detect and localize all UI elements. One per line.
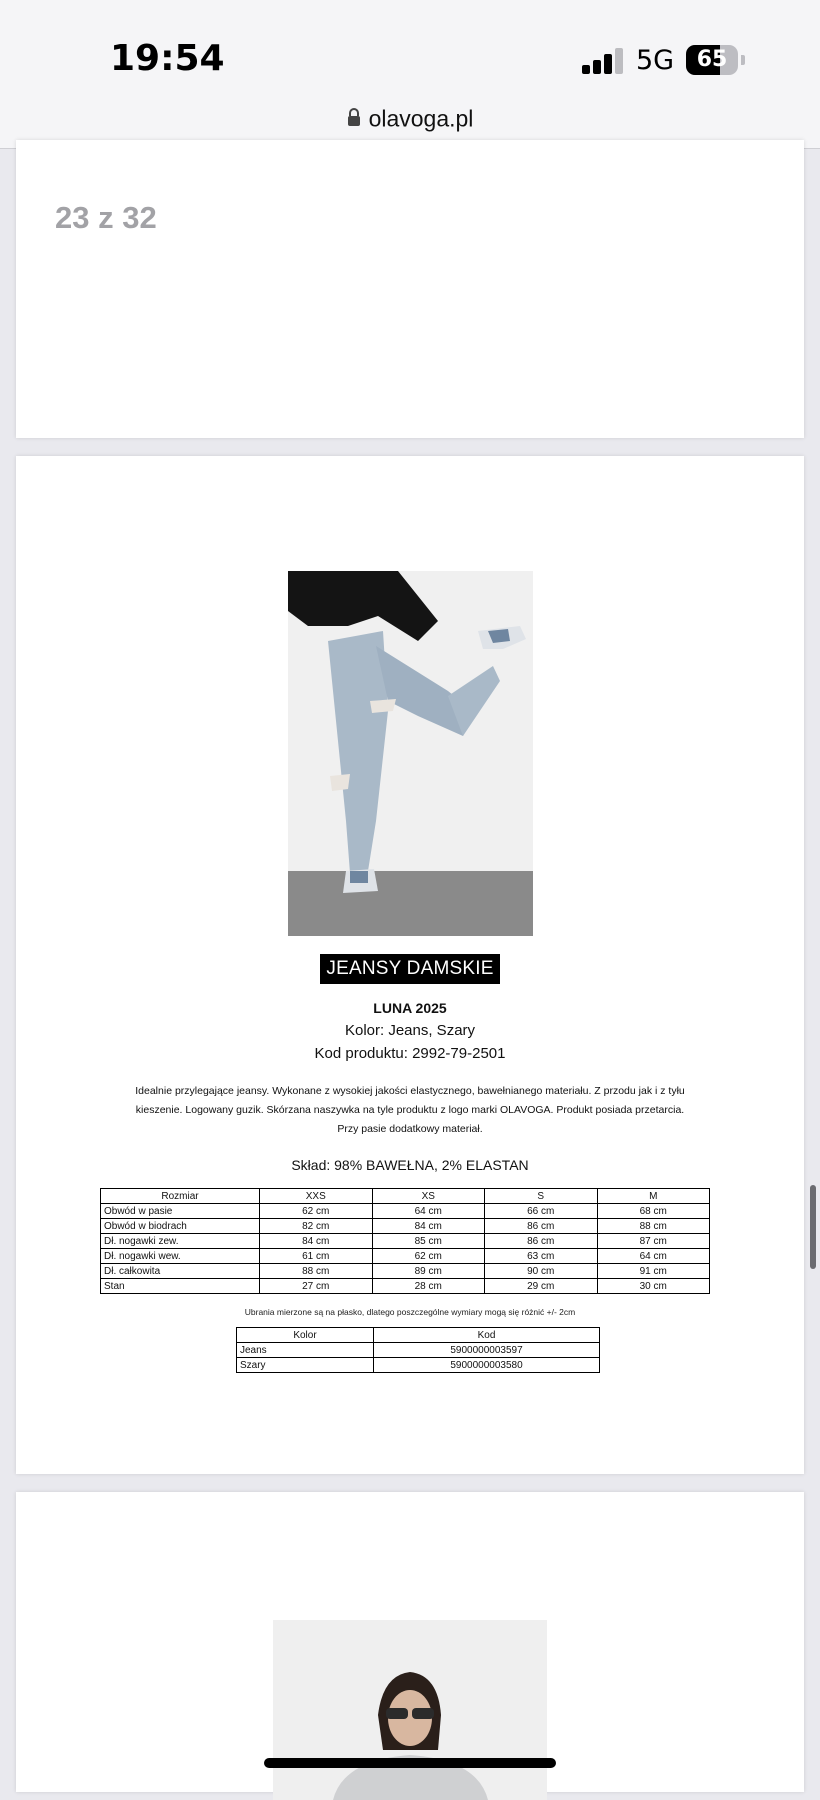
- document-page-current: [16, 456, 804, 1474]
- table-cell: 68 cm: [597, 1204, 710, 1219]
- table-row: [101, 1264, 710, 1279]
- code-table-header: [237, 1328, 600, 1343]
- table-cell: Obwód w pasie: [101, 1204, 260, 1219]
- network-type: 5G: [636, 45, 675, 76]
- table-row: [237, 1343, 600, 1358]
- table-row: [101, 1279, 710, 1294]
- table-row: [101, 1249, 710, 1264]
- table-cell: Stan: [101, 1279, 260, 1294]
- next-product-photo: [273, 1620, 547, 1800]
- table-cell: 64 cm: [597, 1249, 710, 1264]
- url-text: olavoga.pl: [368, 105, 474, 132]
- product-color: Kolor: Jeans, Szary: [344, 1022, 476, 1039]
- table-cell: 66 cm: [485, 1204, 598, 1219]
- table-cell: 5900000003597: [374, 1343, 600, 1358]
- table-header-cell: Kolor: [237, 1328, 374, 1343]
- table-row: [101, 1219, 710, 1234]
- table-row: [237, 1358, 600, 1373]
- table-cell: 64 cm: [372, 1204, 485, 1219]
- table-cell: Dł. całkowita: [101, 1264, 260, 1279]
- table-cell: 87 cm: [597, 1234, 710, 1249]
- table-cell: Obwód w biodrach: [101, 1219, 260, 1234]
- table-cell: 30 cm: [597, 1279, 710, 1294]
- product-title: JEANSY DAMSKIE: [320, 954, 499, 984]
- table-cell: 5900000003580: [374, 1358, 600, 1373]
- table-header-cell: XXS: [260, 1189, 373, 1204]
- product-code: Kod produktu: 2992-79-2501: [314, 1045, 506, 1062]
- table-header-cell: M: [597, 1189, 710, 1204]
- page-counter: 23 z 32: [55, 200, 157, 235]
- status-bar: [0, 0, 820, 149]
- table-cell: 27 cm: [260, 1279, 373, 1294]
- status-time: 19:54: [110, 38, 225, 79]
- table-cell: 29 cm: [485, 1279, 598, 1294]
- table-cell: 88 cm: [260, 1264, 373, 1279]
- cellular-signal-icon: [582, 48, 624, 74]
- battery-tip: [741, 55, 745, 65]
- document-page-next: [16, 1492, 804, 1792]
- table-cell: Jeans: [237, 1343, 374, 1358]
- table-cell: 61 cm: [260, 1249, 373, 1264]
- table-cell: 84 cm: [260, 1234, 373, 1249]
- product-photo: [288, 571, 533, 936]
- home-indicator[interactable]: [264, 1758, 556, 1768]
- battery-percent: 65: [696, 47, 728, 72]
- table-header-cell: S: [485, 1189, 598, 1204]
- address-bar[interactable]: [0, 104, 820, 136]
- table-cell: 89 cm: [372, 1264, 485, 1279]
- product-composition: Skład: 98% BAWEŁNA, 2% ELASTAN: [291, 1157, 529, 1173]
- measurement-note: Ubrania mierzone są na płasko, dlatego poszczególne wymiary mogą się różnić +/- 2cm: [244, 1307, 576, 1317]
- table-cell: 91 cm: [597, 1264, 710, 1279]
- color-code-table: [236, 1327, 600, 1373]
- size-table-header: [101, 1189, 710, 1204]
- product-title-wrap: [16, 954, 804, 984]
- table-cell: Dł. nogawki wew.: [101, 1249, 260, 1264]
- table-cell: 85 cm: [372, 1234, 485, 1249]
- table-cell: 88 cm: [597, 1219, 710, 1234]
- table-header-cell: XS: [372, 1189, 485, 1204]
- lock-icon: [347, 105, 361, 132]
- battery-icon: [686, 45, 738, 75]
- product-description: [104, 1082, 716, 1139]
- table-cell: 86 cm: [485, 1219, 598, 1234]
- description-line: Idealnie przylegające jeansy. Wykonane z wysokiej jakości elastycznego, bawełnianego materiału. Z przodu jak i z tyłu: [135, 1085, 685, 1097]
- product-name: LUNA 2025: [373, 1000, 447, 1016]
- scroll-indicator[interactable]: [810, 1185, 816, 1269]
- table-cell: 63 cm: [485, 1249, 598, 1264]
- table-cell: Szary: [237, 1358, 374, 1373]
- size-table: [100, 1188, 710, 1294]
- table-cell: 84 cm: [372, 1219, 485, 1234]
- table-cell: 82 cm: [260, 1219, 373, 1234]
- table-header-cell: Rozmiar: [101, 1189, 260, 1204]
- table-header-cell: Kod: [374, 1328, 600, 1343]
- table-cell: 62 cm: [372, 1249, 485, 1264]
- table-cell: 86 cm: [485, 1234, 598, 1249]
- table-row: [101, 1204, 710, 1219]
- document-page-previous: [16, 140, 804, 438]
- table-cell: 62 cm: [260, 1204, 373, 1219]
- table-row: [101, 1234, 710, 1249]
- description-line: Przy pasie dodatkowy materiał.: [337, 1123, 483, 1135]
- description-line: kieszenie. Logowany guzik. Skórzana naszywka na tyle produktu z logo marki OLAVOGA. Produkt posiada przetarcia.: [135, 1104, 685, 1116]
- table-cell: 90 cm: [485, 1264, 598, 1279]
- table-cell: 28 cm: [372, 1279, 485, 1294]
- table-cell: Dł. nogawki zew.: [101, 1234, 260, 1249]
